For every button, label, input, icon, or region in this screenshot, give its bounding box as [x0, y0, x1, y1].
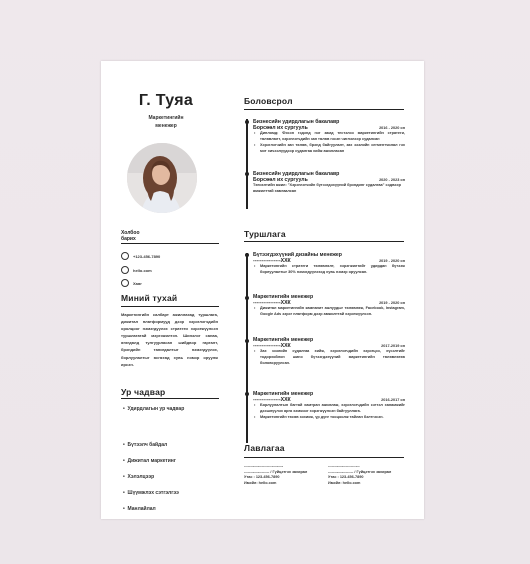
education-timeline — [246, 119, 248, 209]
skill-item: • Дижитал маркетинг — [123, 458, 176, 464]
contact-website[interactable]: hello.com — [121, 266, 152, 274]
skill-item: • Бүтээлч байдал — [123, 442, 168, 448]
references-divider — [244, 457, 404, 458]
timeline-dot — [245, 120, 249, 124]
experience-timeline — [246, 253, 248, 443]
timeline-dot — [245, 339, 249, 343]
references-title: Лавлагаа — [244, 443, 285, 453]
globe-icon — [121, 266, 129, 274]
contact-address: Хаяг — [121, 279, 142, 287]
skill-item: • Хэлэлцээр — [123, 474, 155, 480]
timeline-dot — [245, 296, 249, 300]
reference-item: ------------------------- -------------------- / Гүйцэтгэх захирал Утас : 123-456-7890 Имэйл: hello.com — [328, 464, 392, 485]
contact-title: Холбоо барих — [121, 230, 140, 242]
timeline-dot — [245, 172, 249, 176]
timeline-dot — [245, 253, 249, 257]
profile-photo — [127, 143, 197, 213]
experience-entry: Бүтээгдэхүүний дизайны менежер ----------------ХХК 2019 - 2020 он • Маркетингийн стратеги төлөвлөлт, хэрэгжилтийг удирдан бүтээж борлуулалтыг 30% нэмэгдүүлэхэд хувь нэмэр оруулсан. — [253, 252, 405, 276]
company-name: ----------------ХХК — [253, 300, 291, 306]
contact-divider — [121, 243, 219, 244]
experience-entry: Маркетингийн менежер ----------------ХХК 2019 - 2020 он • Дижитал маркетингийн кампанит ажлуудыг төлөвлөж, Facebook, Instagram, Google Ads зэрэг платформ дээр амжилттай хэрэгжүүлсэн. — [253, 294, 405, 318]
education-entry: Бизнесийн удирдлагын бакалавр Борсөөл их сургууль 2016 - 2020 он • Дипломд: Фэсэн гэдэнд нэг замд тестэлээ маркетингийн стратеги, төлөвлөлт, хэрэглэгчдийн зан төлөв гэсэн чиглэлээр судалсан • Хэрэглэгчийн зан төлөв, брэнд байгуулалт, зах зээлийн сегментчилал гэх мэт хичээлүүдээр судалгаа хийж ажилласан — [253, 119, 405, 155]
company-name: ----------------ХХК — [253, 258, 291, 264]
location-pin-icon — [121, 279, 129, 287]
person-name: Г. Туяа — [138, 92, 194, 109]
skill-item: • Шүүмжлэх сэтгэлгээ — [123, 490, 179, 496]
skills-divider — [121, 398, 219, 399]
company-name: ----------------ХХК — [253, 397, 291, 403]
experience-divider — [244, 241, 404, 242]
about-title: Миний тухай — [121, 293, 178, 303]
phone-icon — [121, 252, 129, 260]
experience-entry: Маркетингийн менежер ----------------ХХК 2016-2017 он • Борлуулалтын багтай хамтран ажиллаж, хэрэглэгчдийн сэтгэл ханамжийг дээшлүүлэх арга хэмжээг хэрэгжүүлсэн байгууллага. • Маркетингийн төсөв зохиож, үр дүнг тооцоолж тайлан бэлтгэсэн. — [253, 391, 405, 421]
contact-phone[interactable]: +123-456-7890 — [121, 252, 160, 260]
company-name: ----------------ХХК — [253, 343, 291, 349]
timeline-dot — [245, 392, 249, 396]
person-role — [101, 114, 231, 130]
reference-item: ------------------------------- -------------------- / Гүйцэтгэх захирал Утас : 123-456-7890 Имэйл: hello.com — [244, 464, 308, 485]
experience-entry: Маркетингийн менежер ----------------ХХК 2017-2019 он • Зах зээлийн судалгаа хийж, хэрэглэгчдийн хэрэгцээ, хүсэлтийг тодорхойлон шинэ бүтээгдэхүүний маркетингийн төлөвлөгөө боловсруулсан. — [253, 337, 405, 367]
education-divider — [244, 109, 404, 110]
skill-item: • Манлайлал — [123, 506, 156, 512]
skills-title: Ур чадвар — [121, 387, 166, 397]
role-line-2: менежер — [155, 123, 177, 129]
skill-item: • Удирдлагын ур чадвар — [123, 406, 185, 412]
role-line-1: Маркетингийн — [148, 115, 184, 121]
education-entry: Бизнесийн удирдлагын бакалавр Борсөөл их сургууль 2020 - 2023 он Төгсөлтийн ажил: "Хэрэглэгчийн бүтээгдэхүүний брэндинг судалгаа" сэдвээр амжилттай хамгаалсан — [253, 171, 405, 193]
about-divider — [121, 306, 219, 307]
about-text: Маркетингийн салбарт ажиллахад туршлага, дижитал платформууд дээр хэрэглэгчдийн оролцоог нэмэгдүүлэх стратеги хэрэгжүүлсэн туршлагатай мэргэжилтэн. Шинэлэг санаа, өгөгдөлд тулгуурласан шийдвэр гаргалт, брэндийн танигдалтыг нэмэгдүүлэх, борлуулалтыг өсгөхөд хувь нэмэр оруулж ирсэн. — [121, 312, 218, 367]
experience-title: Туршлага — [244, 229, 286, 239]
education-title: Боловсрол — [244, 96, 293, 106]
resume-page — [101, 61, 424, 519]
